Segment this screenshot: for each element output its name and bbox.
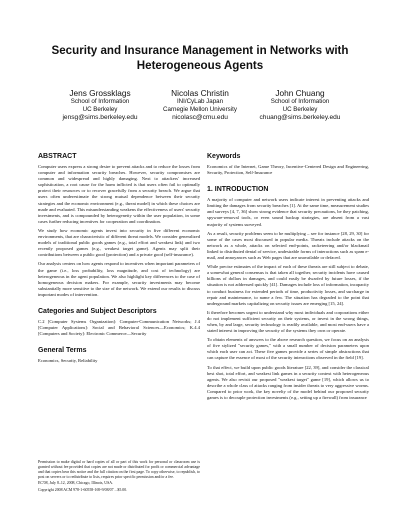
author-name: John Chuang <box>275 88 325 98</box>
author-affiliation: School of Information <box>270 98 330 105</box>
author-affiliation: Carnegie Mellon University <box>163 106 237 114</box>
intro-paragraph: While precise estimates of the impact of each of these threats are still subject to debate, a somewhat general consensus is that taken all together, security incidents have caused billions of dollars in damages, and could easily be dwarfed by future losses, if the situation is not addressed quickly [41]. Damages include loss of information, incapacity to conduct business for extended periods of time, productivity losses, and surcharge in repair and maintenance, to name a few. The situation has degraded to the point that underground markets capitalizing on security issues are emerging [15, 24]. <box>207 264 369 306</box>
author-chuang <box>235 88 365 123</box>
introduction-heading: 1. INTRODUCTION <box>207 186 269 194</box>
abstract-paragraph: We study how economic agents invest into security in five different economic environments, that are characteristic of different threat models. We consider generalized models of traditional public goods games (e.g., total effort and weakest link) and two recently proposed games (e.g., weakest target game). Agents may split their contributions between a public good (protection) and a private good (self-insurance). <box>38 227 200 258</box>
author-block <box>0 88 400 128</box>
categories-heading: Categories and Subject Descriptors <box>38 307 157 315</box>
author-name: Nicolas Christin <box>171 88 229 98</box>
author-affiliation: INI/CyLab Japan <box>176 98 224 105</box>
right-column <box>207 152 369 404</box>
author-email: nicolasc@cmu.edu <box>172 114 228 122</box>
footnote-paragraph: Permission to make digital or hard copies of all or part of this work for personal or classroom use is granted without fee provided that copies are not made or distributed for profit or commercial advantage and that copies bear this notice and the full citation on the first page. To copy otherwise, to republish, to post on servers or to redistribute to lists, requires prior specific permission and/or a fee. <box>38 460 200 479</box>
author-email: chuang@sims.berkeley.edu <box>259 114 341 122</box>
footnote-paragraph: Copyright 2008 ACM 978-1-60558-169-9/08/07 ...$5.00. <box>38 487 128 492</box>
author-affiliation: UC Berkeley <box>282 106 318 114</box>
intro-paragraph: It therefore becomes urgent to understand why most individuals and corporations either do not implement sufficient security on their systems, or invest in the wrong things, when, by and large, security technology is readily available, and most end-users have a stated interest in improving the security of the systems they own or operate. <box>207 309 369 334</box>
abstract-heading: ABSTRACT <box>38 153 77 160</box>
intro-paragraph: To obtain elements of answers to the above research question, we focus on an analysis of five stylized "security games," with a small number of decision parameters upon which each user can act. These five games provide a series of simple abstractions that can capture the essence of most of the security interactions observed in the field [19]. <box>207 337 369 361</box>
paper-title <box>30 43 370 73</box>
general-terms-heading: General Terms <box>38 347 87 355</box>
author-affiliation: School of Information <box>70 98 130 105</box>
general-terms-text: Economics, Security, Reliability <box>38 358 98 364</box>
title-line: Heterogeneous Agents <box>136 59 264 72</box>
footnote-paragraph: EC'08, July 8–12, 2008, Chicago, Illinois, USA. <box>38 481 114 486</box>
keywords-text: Economics of the Internet, Game Theory, Incentive-Centered Design and Engineering, Security, Protection, Self-Insurance <box>207 164 369 176</box>
intro-paragraph: To that effect, we build upon public goods literature [22, 39], and consider the classical best shot, total effort, and weakest link games in a security context with heterogeneous agents. We also revisit our proposed "weakest target" game [19], which allows us to describe a whole class of attacks ranging from insider threats to very aggressive worms. Compared to prior work, the key novelty of the model behind our proposed security games is to decouple protection investments (e.g., setting up a firewall) from insurance <box>207 364 369 400</box>
intro-paragraph: A majority of computer and network users indicate interest in preventing attacks and limiting the damages from security breaches [1]. At the same time, measurement studies and surveys [4, 7, 36] show strong evidence that security precautions, be they patching, spyware-removal tools, or even sound backup strategies, are absent from a vast majority of systems surveyed. <box>207 197 370 227</box>
author-email: jensg@sims.berkeley.edu <box>62 114 138 122</box>
abstract-paragraph: Computer users express a strong desire to prevent attacks and to reduce the losses from computer and information security breaches. However, security compromises are common and widespread and highly damaging. Next to attackers' increased sophistication, a root cause for the harm inflicted is that users often fail to optimally protect their resources or to recover gracefully from a security breach. We argue that users often underestimate the strong mutual dependence between their security strategies and the economic environment (e.g., threat model) in which these choices are made and evaluated. This misunderstanding weakens the effectiveness of users' security investments, and is compounded by heterogeneity within the user population, in some cases further reducing incentives for cooperation and coordination. <box>38 164 200 224</box>
intro-paragraph: As a result, security problems seem to be multiplying – see for instance [28, 29, 30] for some of the cases most discussed in popular media. Threats include attacks on the network as a whole, attacks on selected end-points, racketeering and/or blackmail linked to distributed denial of service, undesirable forms of interactions such as spam e-mail, and annoyances such as Web pages that are unavailable or defaced. <box>207 230 369 261</box>
keywords-heading: Keywords <box>207 153 241 160</box>
left-column <box>38 152 200 373</box>
abstract-paragraph: Our analysis centers on how agents respond to incentives when important parameters of the game (i.e., loss probability, loss magnitude, and cost of technology) are heterogeneous in the agent population. We also highlight key differences to the case of homogeneous decision makers. For example, security investments may become substantially more sensitive to the size of the network. We extend our results to discuss important modes of intervention. <box>38 261 200 297</box>
author-name: Jens Grossklags <box>69 88 131 98</box>
copyright-footnote <box>38 460 200 494</box>
author-affiliation: UC Berkeley <box>82 106 118 114</box>
title-line: Security and Insurance Management in Networks with <box>51 44 349 57</box>
categories-text: C.2 [Computer Systems Organization]: Computer-Communication Networks; J.4 [Computer Applications]: Social and Behavioral Sciences—Economics; K.4.4 [Computers and Society]: Electronic Commerce—Security <box>38 318 200 337</box>
